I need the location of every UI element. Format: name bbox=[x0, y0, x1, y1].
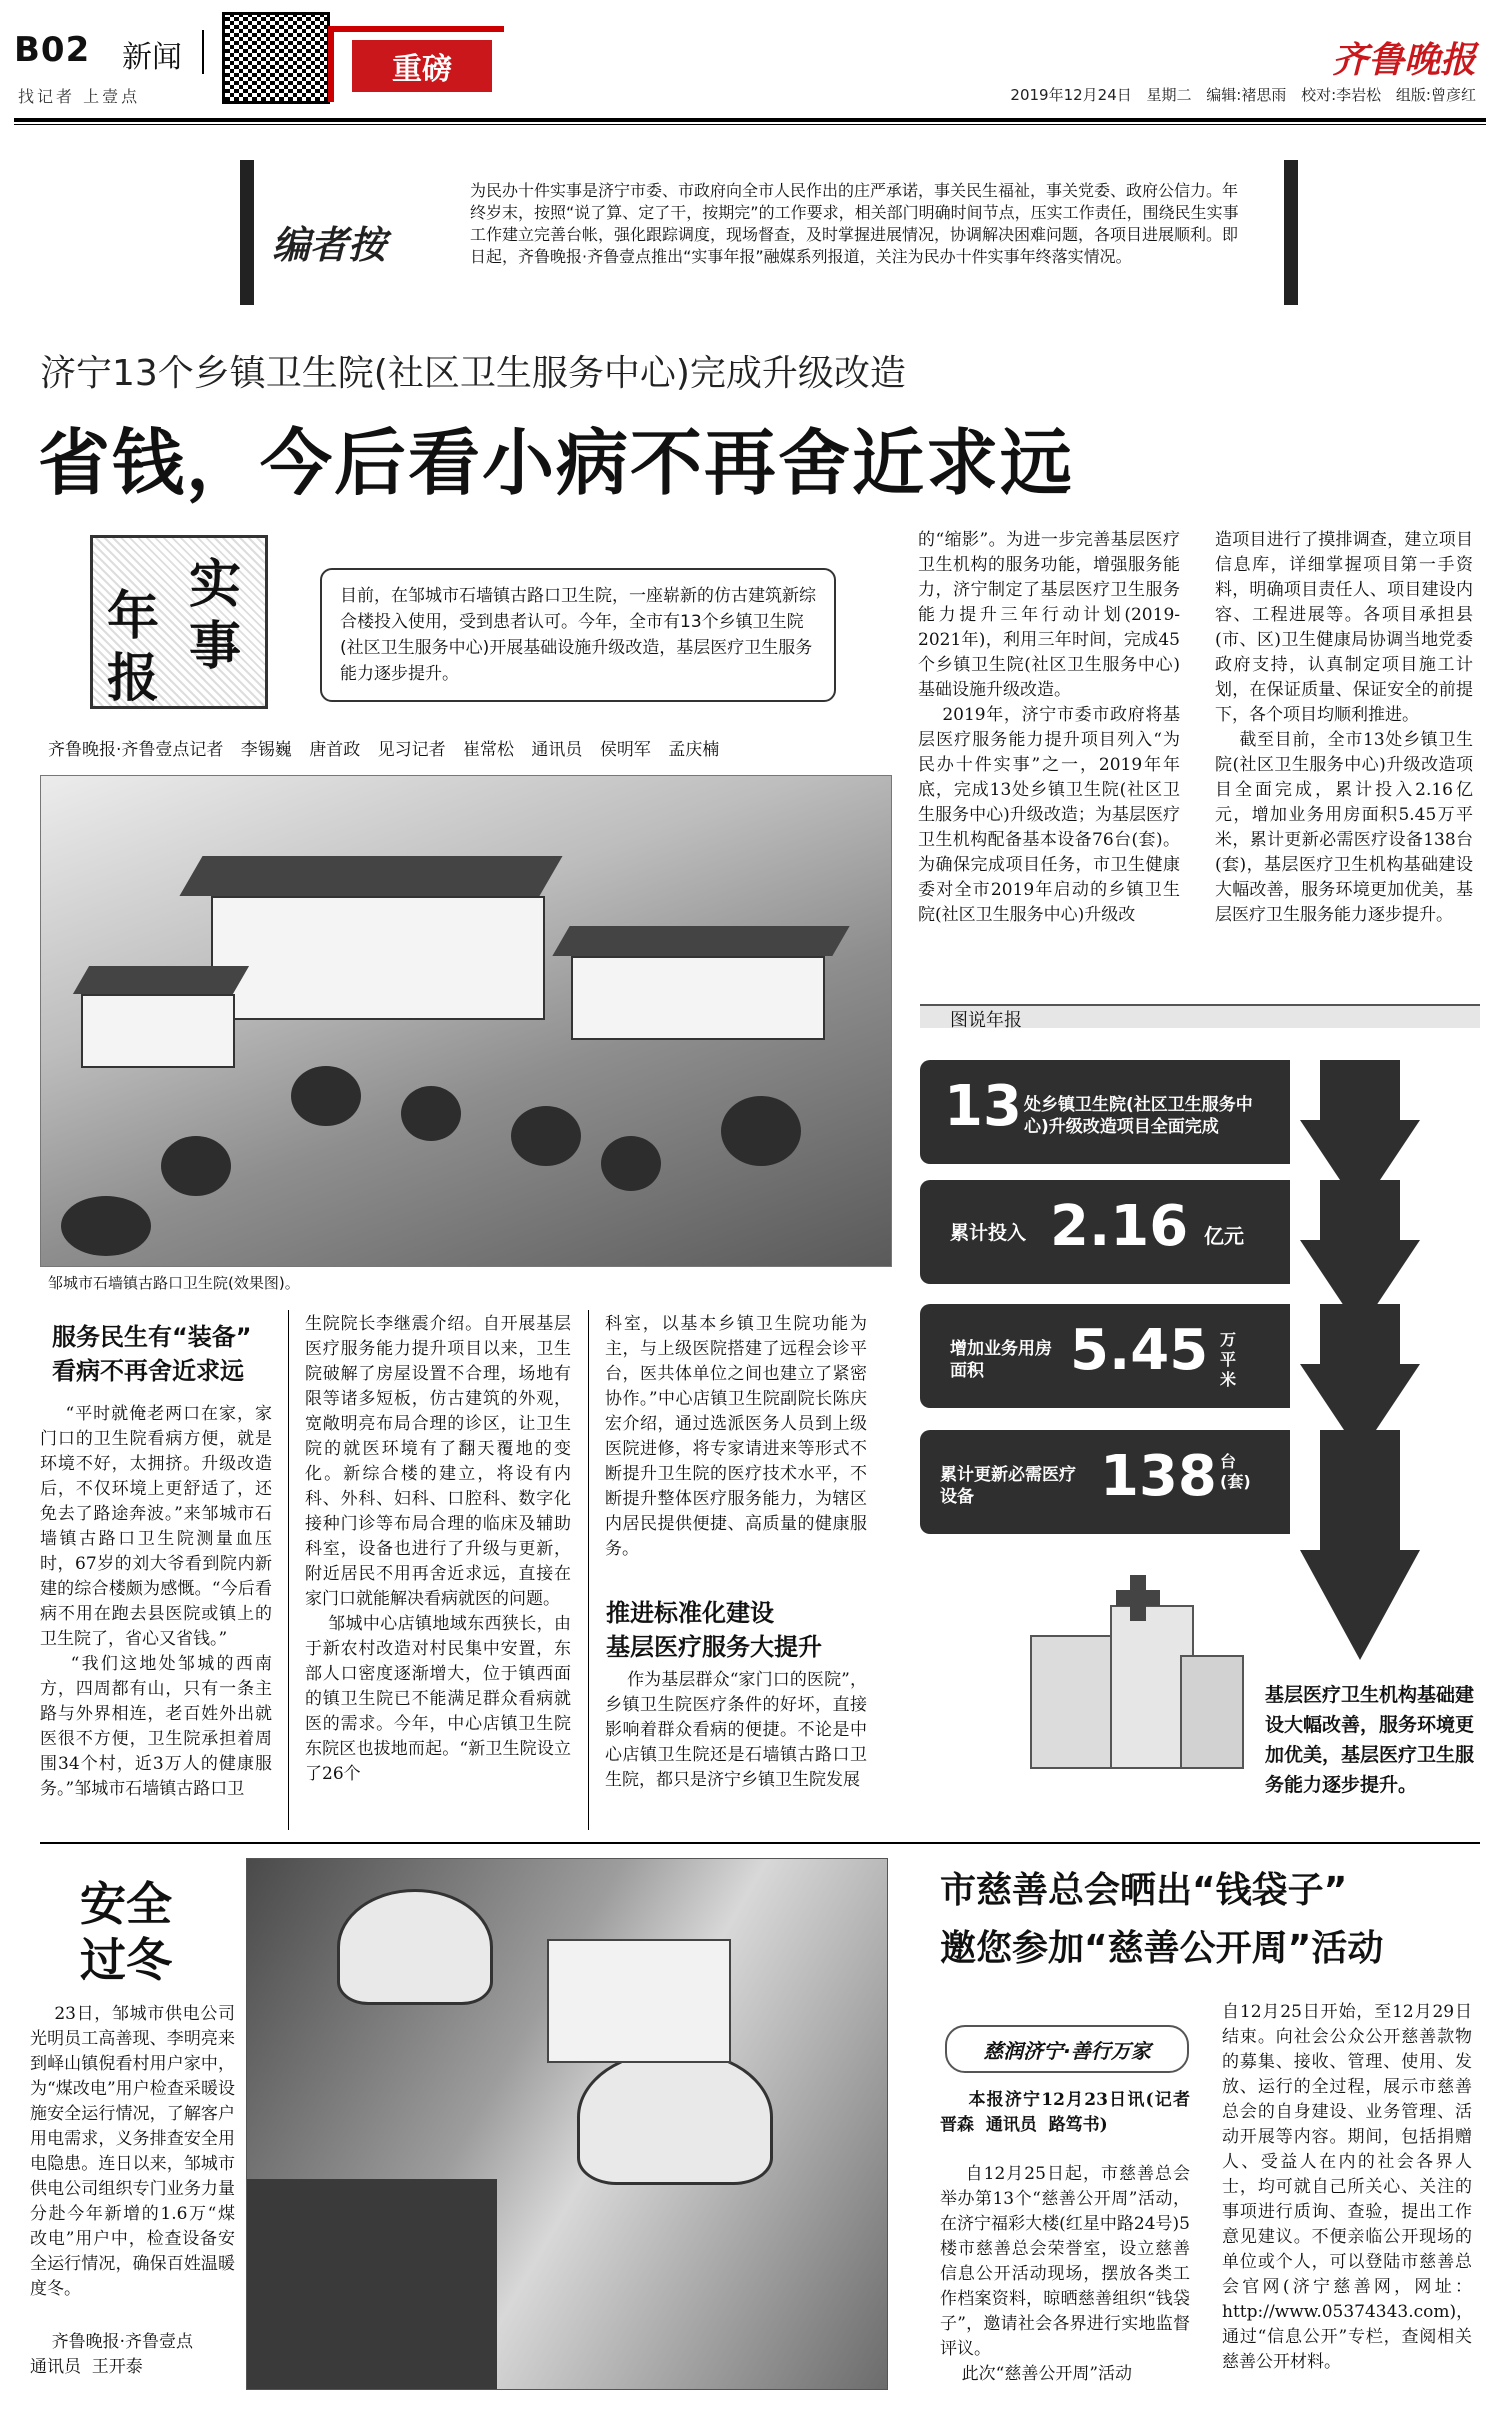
newspaper-logo: 齐鲁晚报 bbox=[1331, 39, 1476, 81]
top-rule-thin bbox=[14, 124, 1486, 125]
graphic-note: 基层医疗卫生机构基础建设大幅改善，服务环境更加优美，基层医疗卫生服务能力逐步提升。 bbox=[1265, 1684, 1475, 1796]
stat-text: 累计更新必需医疗设备 bbox=[940, 1465, 1076, 1507]
charity-banner-logo: 慈润济宁·善行万家 bbox=[945, 2025, 1189, 2073]
down-arrow-icon bbox=[1300, 1550, 1420, 1660]
hospital-building-icon bbox=[990, 1575, 1250, 1775]
section-title-2 bbox=[606, 1596, 822, 1664]
roof-shape bbox=[552, 926, 849, 956]
meter-box-shape bbox=[547, 1939, 731, 2063]
tree-shape bbox=[291, 1066, 361, 1126]
article-column-4: 的“缩影”。为进一步完善基层医疗卫生机构的服务功能，增强服务能力，济宁制定了基层医疗卫生服务能力提升三年行动计划(2019-2021年)，利用三年时间，完成45个乡镇卫生院(社区卫生服务中心)基础设施升级改造。 2019年，济宁市委市政府将基层医疗服务能力提升项目列入“为民办十件实事”之一，2019年年底，完成13处乡镇卫生院(社区卫生服务中心)升级改造；为基层医疗卫生机构配备基本设备76台(套)。为确保完成项目任务，市卫生健康委对全市2019年启动的乡镇卫生院(社区卫生服务中心)升级改 bbox=[918, 530, 1180, 925]
stat-unit: 亿元 bbox=[1204, 1224, 1244, 1248]
section-name: 新闻 bbox=[122, 40, 182, 75]
section-title-1-line2: 看病不再舍近求远 bbox=[52, 1357, 244, 1385]
safety-title bbox=[80, 1876, 172, 1988]
charity-dateline: 本报济宁12月23日讯(记者 晋森 通讯员 路笃书) bbox=[940, 2090, 1202, 2135]
stat-text: 累计投入 bbox=[950, 1222, 1027, 1244]
tree-shape bbox=[601, 1136, 661, 1191]
article-column-5: 造项目进行了摸排调查，建立项目信息库，详细掌握项目第一手资料，明确项目责任人、项目建设内容、工程进展等。各项目承担县(市、区)卫生健康局协调当地党委政府支持，认真制定项目施工计划，在保证质量、保证安全的前提下，各个项目均顺利推进。 截至目前，全市13处乡镇卫生院(社区卫生服务中心)升级改造项目全面完成，累计投入2.16亿元，增加业务用房面积5.45万平米，累计更新必需医疗设备138台(套)，基层医疗卫生机构基础建设大幅改善，服务环境更加优美，基层医疗卫生服务能力逐步提升。 bbox=[1215, 530, 1473, 925]
tree-shape bbox=[61, 1196, 151, 1256]
tree-shape bbox=[161, 1136, 231, 1196]
safety-title-line2: 过冬 bbox=[80, 1933, 172, 1987]
charity-column-1: 自12月25日起，市慈善总会举办第13个“慈善公开周”活动，在济宁福彩大楼(红星中路24号)5楼市慈善总会荣誉室，设立慈善信息公开活动现场，摆放各类工作档案资料，晾晒慈善组织“钱袋子”，邀请社会各界进行实地监督评议。 此次“慈善公开周”活动 bbox=[940, 2164, 1190, 2384]
main-building-shape bbox=[211, 896, 545, 1020]
tree-shape bbox=[401, 1086, 461, 1141]
section-title-1-line1: 服务民生有“装备” bbox=[52, 1323, 252, 1351]
intro-text: 目前，在邹城市石墙镇古路口卫生院，一座崭新的仿古建筑新综合楼投入使用，受到患者认可。今年，全市有13个乡镇卫生院(社区卫生服务中心)开展基础设施升级改造，基层医疗卫生服务能力逐步提升。 bbox=[340, 586, 816, 684]
arrow-stem bbox=[1320, 1430, 1400, 1550]
article-headline: 省钱，今后看小病不再舍近求远 bbox=[38, 421, 1075, 505]
article-column-3a: 科室，以基本乡镇卫生院功能为主，与上级医院搭建了远程会诊平台，医共体单位之间也建立了紧密协作。”中心店镇卫生院副院长陈庆宏介绍，通过选派医务人员到上级医院进修，将专家请进来等形式不断提升卫生院的医疗技术水平，不断提升整体医疗服务能力，为辖区内居民提供便捷、高质量的健康服务。 bbox=[605, 1314, 867, 1559]
safety-title-line1: 安全 bbox=[80, 1877, 172, 1931]
article-subhead: 济宁13个乡镇卫生院(社区卫生服务中心)完成升级改造 bbox=[40, 353, 906, 394]
column-rule bbox=[288, 1310, 289, 1830]
dateline: 2019年12月24日 星期二 编辑:褚思雨 校对:李岩松 组版:曾彦红 bbox=[1010, 86, 1476, 104]
section-title-2-line2: 基层医疗服务大提升 bbox=[606, 1633, 822, 1661]
stat-number: 2.16 bbox=[1050, 1194, 1189, 1259]
arrow-stem bbox=[1320, 1304, 1400, 1364]
top-rule bbox=[14, 118, 1486, 122]
hospital-rendering-photo bbox=[40, 775, 892, 1267]
helmet-shape bbox=[577, 2049, 773, 2185]
stat-bar-2-16 bbox=[920, 1180, 1290, 1284]
building-block bbox=[1180, 1655, 1244, 1769]
helmet-shape bbox=[337, 1889, 493, 2005]
roof-shape bbox=[179, 856, 562, 896]
wing-building-shape bbox=[81, 994, 235, 1068]
stat-bar-13 bbox=[920, 1060, 1290, 1164]
tree-shape bbox=[721, 1096, 801, 1166]
qr-code-icon bbox=[222, 12, 330, 104]
stat-number: 138 bbox=[1100, 1444, 1217, 1509]
column-rule bbox=[588, 1310, 589, 1830]
stat-text: 处乡镇卫生院(社区卫生服务中心)升级改造项目全面完成 bbox=[1024, 1095, 1253, 1137]
worker-shape bbox=[247, 2179, 497, 2389]
section-title-2-line1: 推进标准化建设 bbox=[606, 1599, 774, 1627]
article-column-2: 生院院长李继震介绍。自开展基层医疗服务能力提升项目以来，卫生院破解了房屋设置不合理，场地有限等诸多短板，仿古建筑的外观，宽敞明亮布局合理的诊区，让卫生院的就医环境有了翻天覆地的变化。新综合楼的建立，将设有内科、外科、妇科、口腔科、数字化接种门诊等布局合理的临床及辅助科室，设备也进行了升级与更新，附近居民不用再舍近求远，直接在家门口就能解决看病就医的问题。 邹城中心店镇地域东西狭长，由于新农村改造对村民集中安置，东部人口密度逐渐增大，位于镇西面的镇卫生院已不能满足群众看病就医的需求。今年，中心店镇卫生院东院区也拔地而起。“新卫生院设立了26个 bbox=[305, 1314, 571, 1784]
article-column-3b: 作为基层群众“家门口的医院”，乡镇卫生院医疗条件的好坏，直接影响着群众看病的便捷。不论是中心店镇卫生院还是石墙镇古路口卫生院，都只是济宁乡镇卫生院发展 bbox=[605, 1670, 867, 1790]
safety-text: 23日，邹城市供电公司光明员工高善现、李明亮来到峄山镇倪看村用户家中，为“煤改电”用户检查采暖设施安全运行情况，了解客户用电需求，义务排查安全用电隐患。连日以来，邹城市供电公司组织专门业务力量分赴今年新增的1.6万“煤改电”用户中，检查设备安全运行情况，确保百姓温暖度冬。 bbox=[30, 2004, 235, 2299]
charity-headline-1: 市慈善总会晒出“钱袋子” bbox=[940, 1870, 1348, 1911]
stamp-char-3: 报 bbox=[107, 648, 160, 709]
section-title-1 bbox=[52, 1320, 252, 1388]
stat-number: 13 bbox=[944, 1074, 1022, 1139]
graphic-label-bar bbox=[920, 1004, 1480, 1031]
charity-headline-2: 邀您参加“慈善公开周”活动 bbox=[940, 1928, 1384, 1969]
masthead-divider bbox=[202, 30, 204, 74]
editor-note-text: 为民办十件实事是济宁市委、市政府向全市人民作出的庄严承诺，事关民生福祉，事关党委、政府公信力。年终岁末，按照“说了算、定了干，按期完”的工作要求，相关部门明确时间节点，压实工作责任，围绕民生实事工作建立完善台帐，强化跟踪调度，现场督查，及时掌握进展情况，协调解决困难问题，各项目进展顺利。即日起，齐鲁晚报·齐鲁壹点推出“实事年报”融媒系列报道，关注为民办十件实事年终落实情况。 bbox=[470, 181, 1239, 266]
section-separator bbox=[40, 1842, 1480, 1844]
arrow-stem bbox=[1320, 1060, 1400, 1120]
masthead-slogan: 找记者 上壹点 bbox=[18, 87, 141, 106]
stat-unit: 万平米 bbox=[1220, 1330, 1237, 1389]
stamp-char-2: 实 bbox=[189, 554, 242, 615]
charity-column-2: 自12月25日开始，至12月29日结束。向社会公众公开慈善款物的募集、接收、管理、使用、发放、运行的全过程，展示市慈善总会的自身建设、业务管理、活动开展等内容。期间，包括捐赠人、受益人在内的社会各界人士，均可就自己所关心、关注的事项进行质询、查验，提出工作意见建议。不便亲临公开现场的单位或个人，可以登陆市慈善总会官网(济宁慈善网，网址：http://www.05374343.com)，通过“信息公开”专栏，查阅相关慈善公开材料。 bbox=[1222, 2002, 1474, 2372]
tree-shape bbox=[511, 1106, 581, 1166]
editor-note-label: 编者按 bbox=[272, 222, 387, 267]
cross-horizontal bbox=[1116, 1590, 1160, 1606]
stat-unit: 台(套) bbox=[1220, 1452, 1251, 1491]
graphic-label: 图说年报 bbox=[950, 1010, 1022, 1031]
stamp-char-4: 事 bbox=[189, 616, 242, 677]
safety-byline: 齐鲁晚报·齐鲁壹点 通讯员 王开泰 bbox=[30, 2332, 194, 2377]
series-stamp-logo bbox=[90, 535, 268, 709]
section-tab: 重磅 bbox=[352, 40, 492, 92]
arrow-stem bbox=[1320, 1180, 1400, 1240]
article-byline: 齐鲁晚报·齐鲁壹点记者 李锡巍 唐首政 见习记者 崔常松 通讯员 侯明军 孟庆楠 bbox=[48, 740, 720, 760]
page-number: B02 bbox=[14, 30, 91, 70]
stat-bar-5-45 bbox=[920, 1304, 1290, 1408]
photo-caption: 邹城市石墙镇古路口卫生院(效果图)。 bbox=[48, 1274, 300, 1292]
stamp-char-1: 年 bbox=[107, 586, 160, 647]
roof-shape bbox=[73, 966, 249, 994]
stat-text: 增加业务用房面积 bbox=[950, 1339, 1052, 1381]
side-building-shape bbox=[571, 956, 825, 1040]
stat-bar-138 bbox=[920, 1430, 1290, 1534]
electricians-photo bbox=[246, 1858, 888, 2390]
stat-number: 5.45 bbox=[1070, 1318, 1209, 1383]
article-column-1: “平时就俺老两口在家，家门口的卫生院看病方便，就是环境不好，太拥挤。升级改造后，不仅环境上更舒适了，还免去了路途奔波。”来邹城市石墙镇古路口卫生院测量血压时，67岁的刘大爷看到院内新建的综合楼颇为感慨。“今后看病不用在跑去县医院或镇上的卫生院了，省心又省钱。” “我们这地处邹城的西南方，四周都有山，只有一条主路与外界相连，老百姓外出就医很不方便，卫生院承担着周围34个村，近3万人的健康服务。”邹城市石墙镇古路口卫 bbox=[40, 1404, 272, 1799]
